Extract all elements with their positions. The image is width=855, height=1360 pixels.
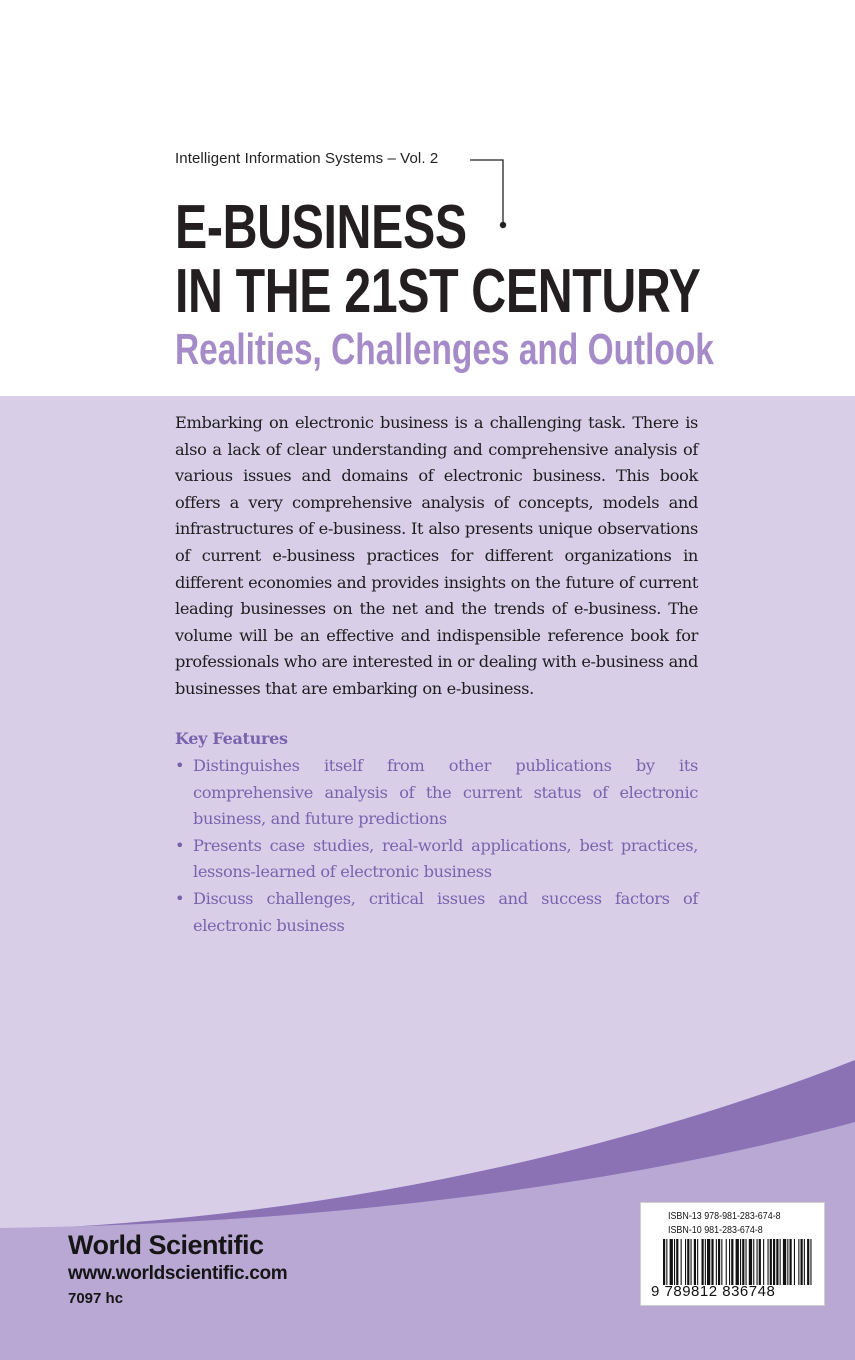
barcode-bar [716,1239,717,1285]
barcode-bar [794,1239,795,1285]
barcode-bar [731,1239,733,1285]
key-features-list [175,753,698,939]
barcode-digits: 9 789812 836748 [651,1283,776,1300]
isbn-13: ISBN-13 978-981-283-674-8 [668,1210,781,1222]
barcode-bar [798,1239,799,1285]
book-subtitle: Realities, Challenges and Outlook [175,325,714,374]
barcode-bar [749,1239,752,1285]
barcode-bar [707,1239,710,1285]
barcode-bar [807,1239,809,1285]
bullet-icon: • [175,835,185,855]
publisher-url: www.worldscientific.com [68,1263,288,1284]
barcode-icon [663,1239,813,1285]
title-line-1: E-BUSINESS [175,193,467,262]
barcode-bar [670,1239,673,1285]
barcode-bar [697,1239,698,1285]
barcode-block [640,1202,825,1306]
product-code: 7097 hc [68,1290,124,1307]
barcode-bar [742,1239,744,1285]
barcode-bar [702,1239,704,1285]
barcode-bar [759,1239,761,1285]
feature-text: Discuss challenges, critical issues and success factors of electronic business [193,888,698,935]
barcode-bar [726,1239,727,1285]
barcode-bar [687,1239,689,1285]
barcode-bar [768,1239,769,1285]
feature-text: Presents case studies, real-world applications, best practices, lessons-learned of electronic business [193,835,698,882]
publisher-name: World Scientific [68,1230,264,1260]
bullet-icon: • [175,888,185,908]
barcode-bar [721,1239,722,1285]
barcode-bar [681,1239,682,1285]
barcode-bar [770,1239,772,1285]
barcode-bar [763,1239,764,1285]
barcode-bar [773,1239,775,1285]
key-features-heading: Key Features [175,729,288,748]
barcode-bar [674,1239,675,1285]
barcode-bar [790,1239,792,1285]
bullet-icon: • [175,756,185,775]
barcode-bar [740,1239,741,1285]
barcode-bar [694,1239,696,1285]
title-line-2: IN THE 21ST CENTURY [175,257,701,326]
barcode-bar [801,1239,803,1285]
barcode-bar [711,1239,713,1285]
isbn-10: ISBN-10 981-283-674-8 [668,1224,763,1236]
barcode-bar [787,1239,788,1285]
barcode-bar [810,1239,811,1285]
barcode-bar [685,1239,686,1285]
barcode-bar [757,1239,758,1285]
barcode-bar [666,1239,667,1285]
barcode-bar [718,1239,720,1285]
list-item [175,753,698,833]
barcode-bar [746,1239,747,1285]
feature-text: Distinguishes itself from other publications by its comprehensive analysis of the current status of electronic business, and future predictions [193,756,698,829]
barcode-bar [753,1239,754,1285]
list-item [175,886,698,939]
barcode-bar [676,1239,678,1285]
barcode-bar [780,1239,781,1285]
barcode-bar [729,1239,730,1285]
series-line: Intelligent Information Systems – Vol. 2 [175,150,439,167]
barcode-bar [705,1239,706,1285]
barcode-bar [783,1239,786,1285]
book-description: Embarking on electronic business is a challenging task. There is also a lack of clear understanding and comprehensive analysis of various issues and domains of electronic business. This book offers a very comprehensive analysis of concepts, models and infrastructures of e-business. It also presents unique observations of current e-business practices for different organizations in different economies and provides insights on the future of current leading businesses on the net and the trends of e-business. The volume will be an effective and indispensible reference book for professionals who are interested in or dealing with e-business and businesses that are embarking on e-business. [175,413,698,698]
barcode-bar [736,1239,739,1285]
barcode-bar [663,1239,665,1285]
barcode-bar [776,1239,778,1285]
list-item [175,833,698,886]
barcode-bar [804,1239,805,1285]
barcode-bar [691,1239,692,1285]
